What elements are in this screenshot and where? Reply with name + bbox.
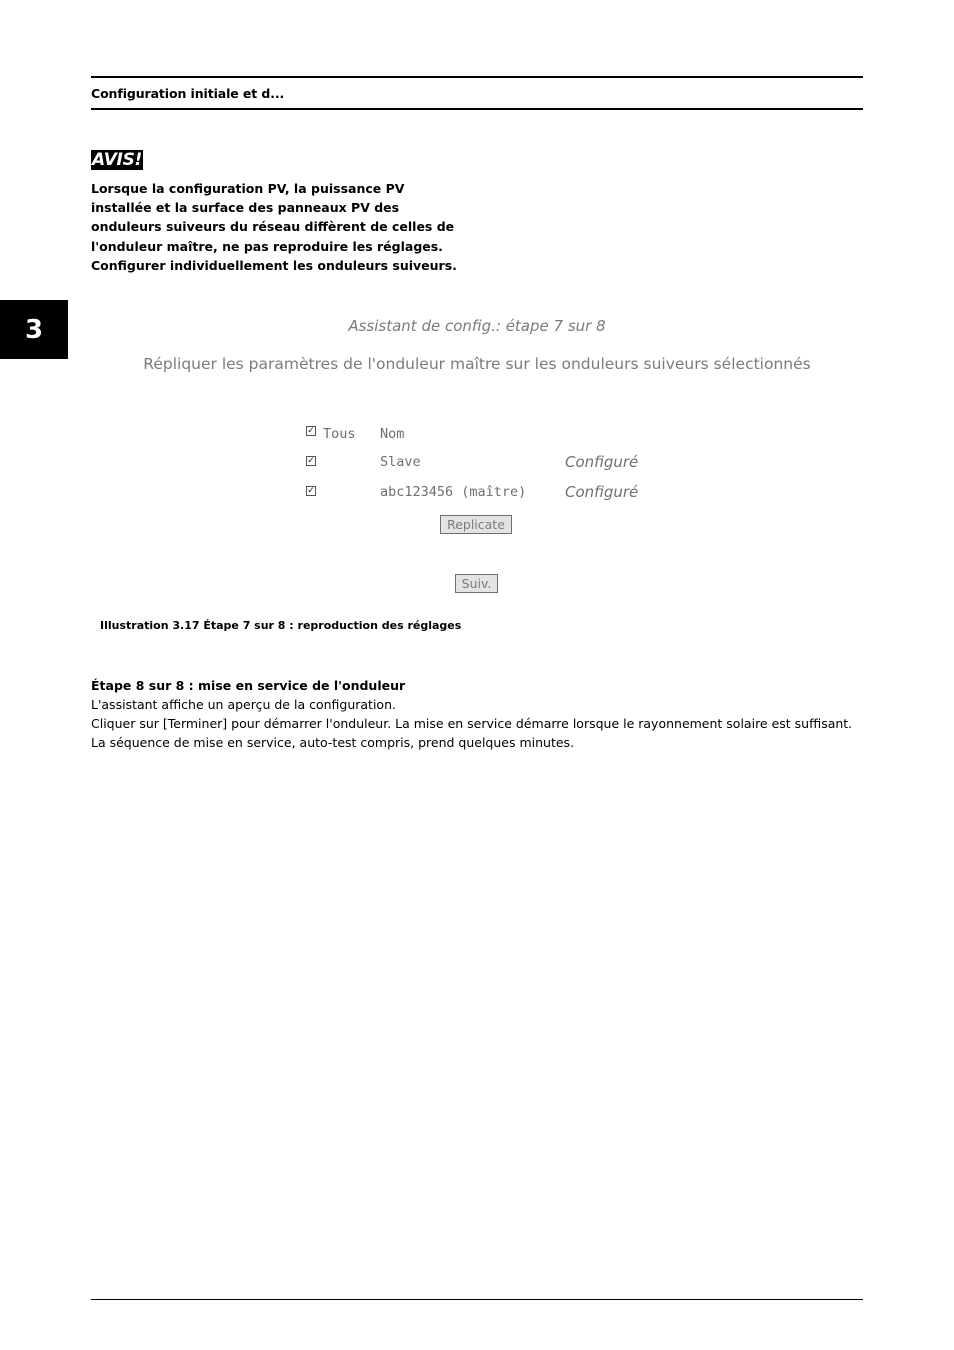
body-line: Cliquer sur [Terminer] pour démarrer l'onduleur. La mise en service démarre lorsque le rayonnement solaire est suffisant. <box>91 716 853 731</box>
next-button[interactable]: Suiv. <box>455 574 498 593</box>
body-line: La séquence de mise en service, auto-test compris, prend quelques minutes. <box>91 735 575 750</box>
body-line: L'assistant affiche un aperçu de la configuration. <box>91 697 396 712</box>
footer-rule <box>91 1299 863 1300</box>
chapter-tab: 3 <box>0 300 68 359</box>
header-top-rule <box>91 76 863 78</box>
name-column-header: Nom <box>380 426 405 442</box>
notice-text: Lorsque la configuration PV, la puissance PV installée et la surface des panneaux PV des onduleurs suiveurs du réseau diffèrent de celles de l'onduleur maître, ne pas reproduire les réglages. Configurer individuellement les onduleurs suiveurs. <box>91 181 457 273</box>
header-bottom-rule <box>91 108 863 110</box>
row-name-slave: Slave <box>380 454 421 470</box>
row-checkbox-slave[interactable]: ✓ <box>307 456 315 466</box>
figure-caption: Illustration 3.17 Étape 7 sur 8 : reproduction des réglages <box>100 619 462 632</box>
wizard-subtitle: Répliquer les paramètres de l'onduleur maître sur les onduleurs suiveurs sélectionnés <box>143 355 811 373</box>
wizard-step-title: Assistant de config.: étape 7 sur 8 <box>348 317 606 335</box>
replicate-button[interactable]: Replicate <box>440 515 512 534</box>
row-name-master: abc123456 (maître) <box>380 484 527 500</box>
row-checkbox-master[interactable]: ✓ <box>307 486 315 496</box>
row-status-master: Configuré <box>565 483 639 501</box>
select-all-checkbox[interactable]: ✓ <box>307 426 315 436</box>
running-header-title: Configuration initiale et d... <box>91 86 285 101</box>
notice-title: AVIS! <box>92 150 142 170</box>
section-heading: Étape 8 sur 8 : mise en service de l'onduleur <box>91 678 406 693</box>
row-status-slave: Configuré <box>565 453 639 471</box>
select-all-label: Tous <box>323 426 356 442</box>
